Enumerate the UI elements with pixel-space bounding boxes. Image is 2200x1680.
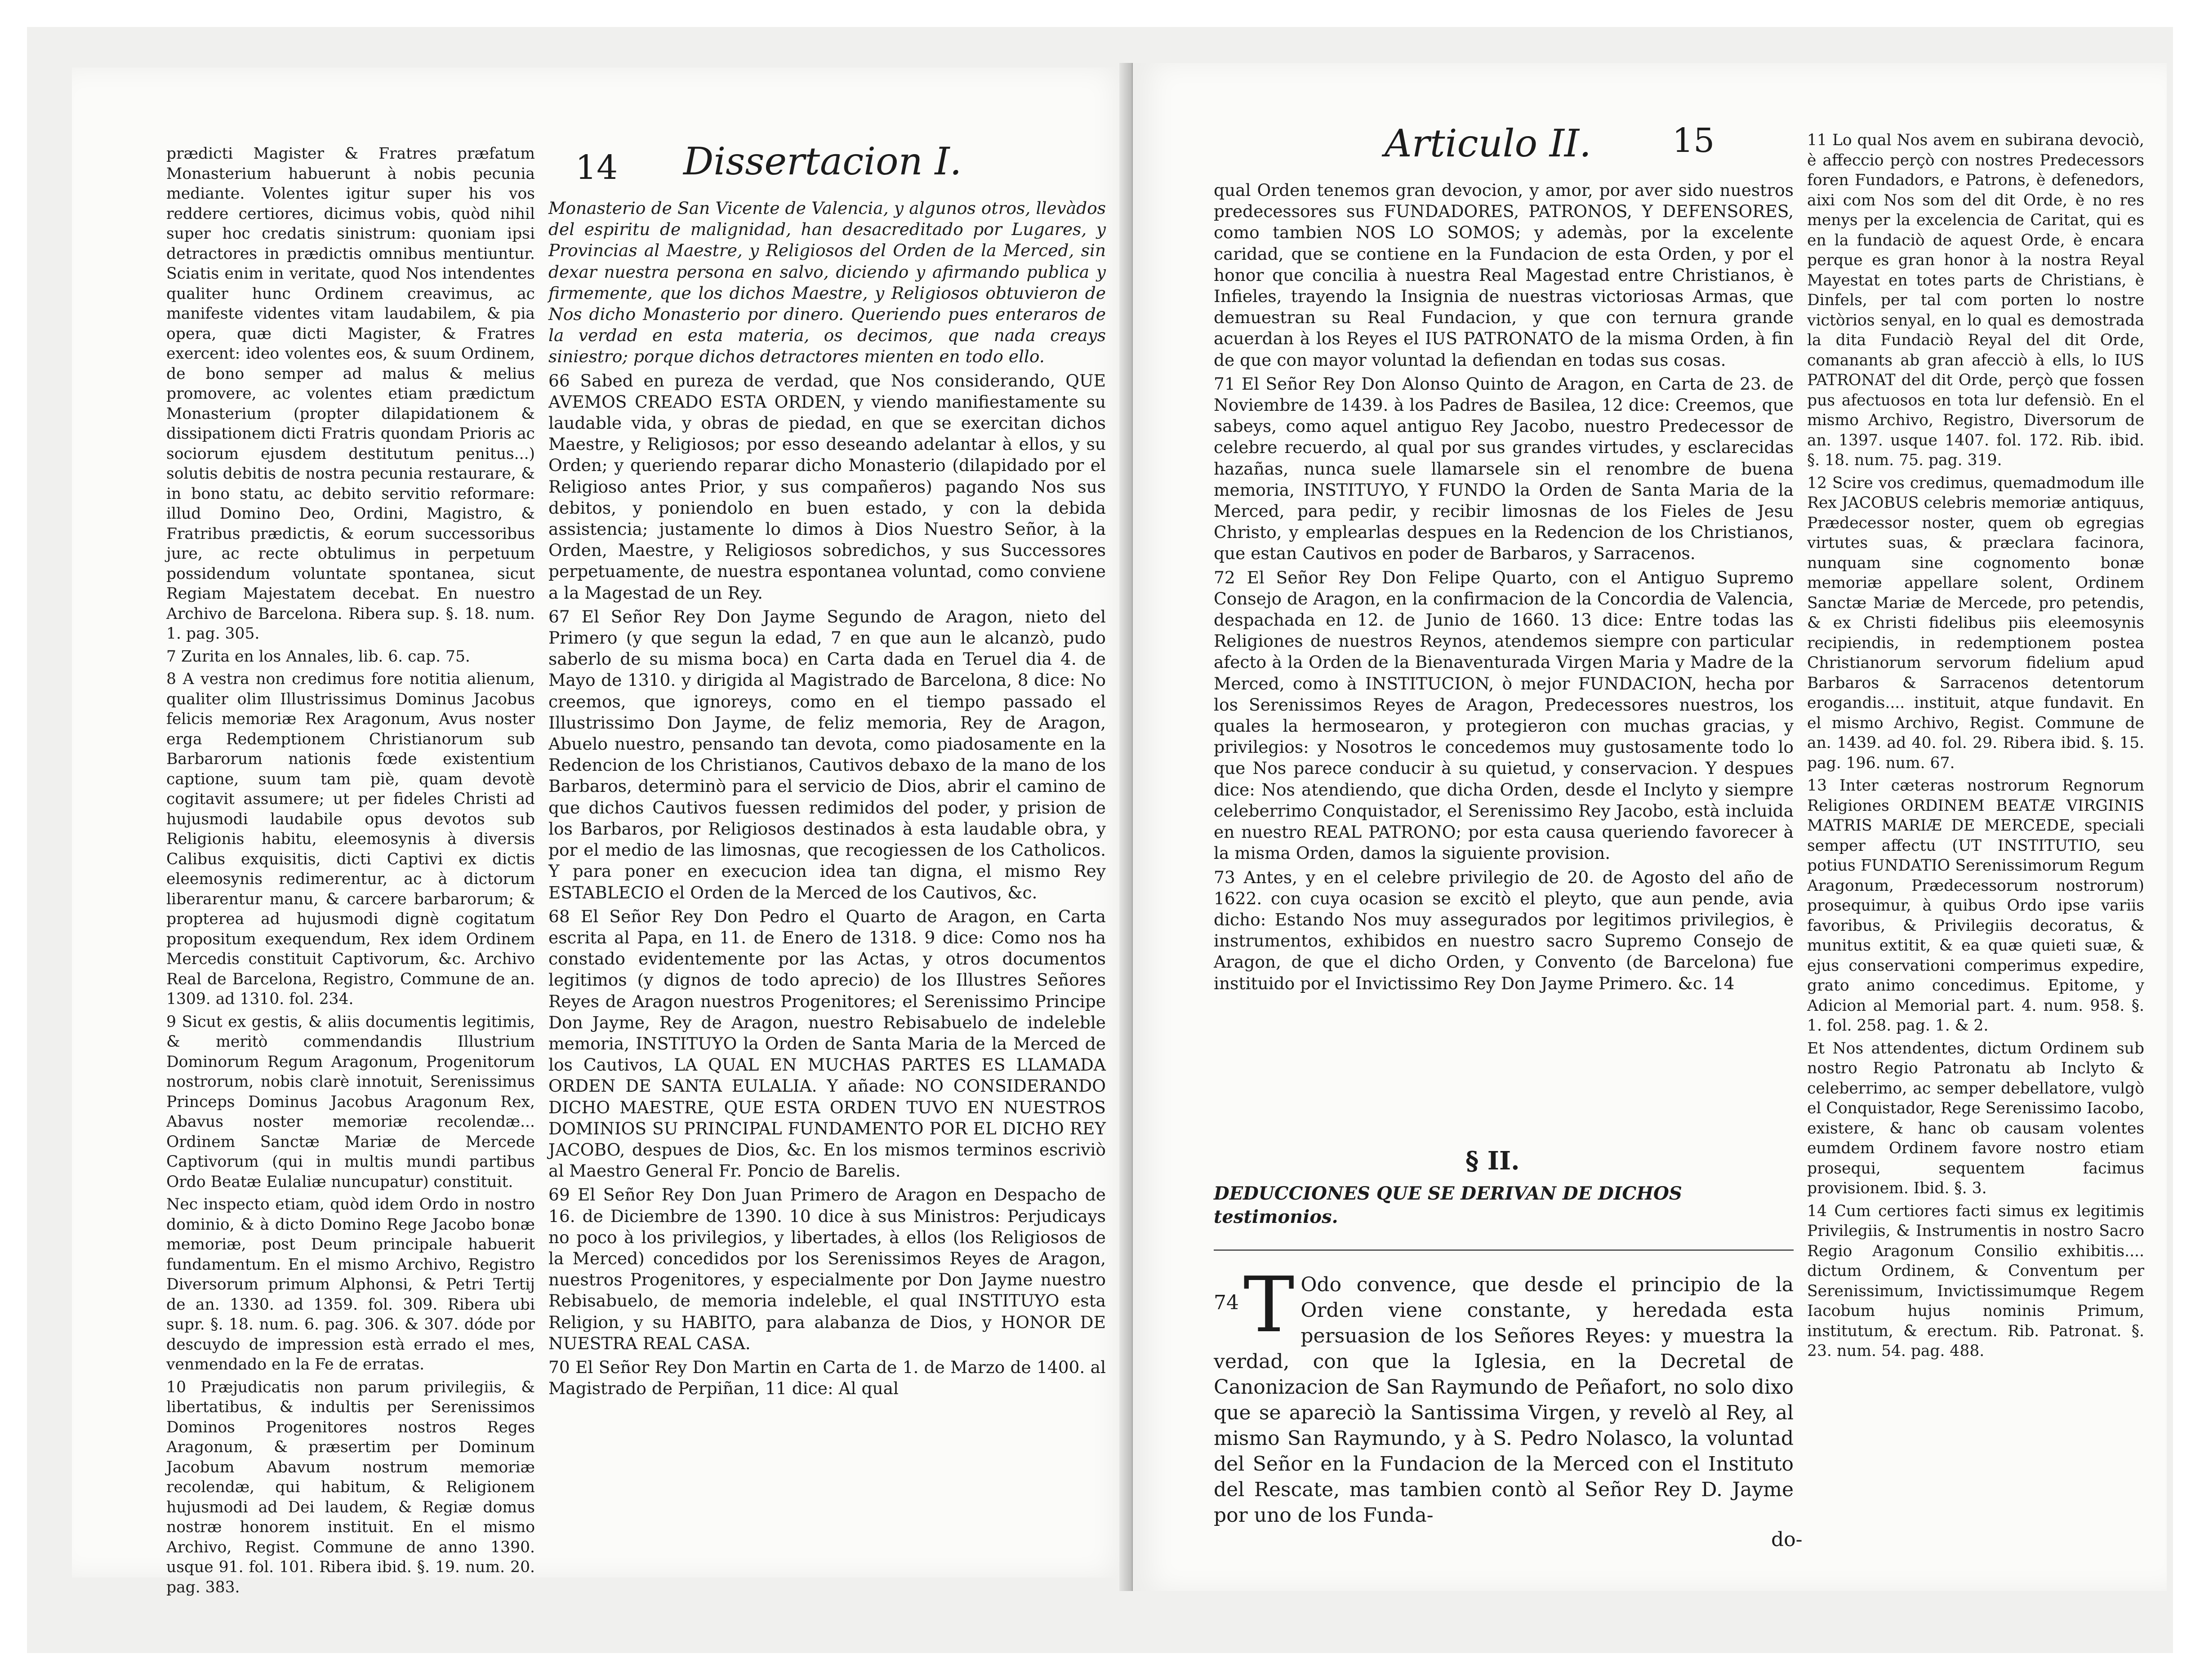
paragraph: qual Orden tenemos gran devocion, y amor, por aver sido nuestros predecessores sus FUNDADORES, PATRONOS, Y DEFENSORES, como tambien NOS LO SOMOS; y ademàs, por la excelente caridad, que se contiene en la Fundacion de esta Orden, y por el honor que concilia à nuestra Real Magestad entre Christianos, è Infieles, trayendo la Insignia de nuestras victoriosas Armas, que demuestran su Real Fundacion, y que con ternura grande acuerdan à los Reyes el IUS PATRONATO de la misma Orden, à fin de que con mayor voluntad la defiendan en todas sus cosas. bbox=[1214, 180, 1794, 370]
paragraph-number: 74 bbox=[1214, 1291, 1239, 1314]
margin-note: 7 Zurita en los Annales, lib. 6. cap. 75. bbox=[166, 647, 470, 666]
right-page bbox=[1133, 63, 2167, 1591]
section-title: DEDUCCIONES QUE SE DERIVAN DE DICHOS testimonios. bbox=[1214, 1183, 1682, 1227]
paragraph-74 bbox=[1214, 1261, 1794, 1527]
section-divider bbox=[1214, 1249, 1794, 1251]
margin-note: prædicti Magister & Fratres præfatum Monasterium habuerunt à nobis pecunia mediante. Volentes igitur super his vos reddere certiores, dicimus vobis, quòd nihil super hoc credatis sinistrum: quoniam ipsi detractores in prædictis omnibus mentiuntur. Sciatis enim in veritate, quod Nos intendentes qualiter hunc Ordinem creavimus, ac manifeste videntes vitam laudabilem, & pia opera, quæ dicti Magister, & Fratres exercent: ideo volentes eos, & suum Ordinem, de bono semper ad malus & melius promovere, ac volentes etiam prædictum Monasterium (propter dilapidationem & dissipationem dicti Fratris quondam Prioris ac sociorum ejusdem destitutum penitus...) solutis debitis de nostra pecunia restaurare, & in bono statu, ac debito servitio reformare: illud Domino Deo, Ordini, Magistro, & Fratribus prædictis, & eorum successoribus jure, ac recte obtulimus in perpetuum possidendum voluntate spontanea, sicut Regiam Majestatem decebat. En nuestro Archivo de Barcelona. Ribera sup. §. 18. num. 1. pag. 305. bbox=[166, 145, 535, 643]
margin-note: 9 Sicut ex gestis, & aliis documentis legitimis, & meritò commendandis Illustrium Dominorum Regum Aragonum, Progenitorum nostrorum, nobis clarè innotuit, Serenissimus Princeps Dominus Jacobus Aragonum Rex, Abavus noster memoriæ recolendæ... Ordinem Sanctæ Mariæ de Mercede Captivorum (qui in multis mundi partibus Ordo Beatæ Eulaliæ nuncupatur) constituit. bbox=[166, 1013, 535, 1191]
paragraph: 72 El Señor Rey Don Felipe Quarto, con el Antiguo Supremo Consejo de Aragon, en la confirmacion de la Concordia de Valencia, despachada en 12. de Junio de 1660. 13 dice: Entre todas las Religiones de nuestros Reynos, atendemos siempre con particular afecto à la Orden de la Bienaventurada Virgen Maria y Madre de la Merced, como à INSTITUCION, ò mejor FUNDACION, hecha por los Serenissimos Reyes de Aragon, Predecessores nuestros, los quales la hermosearon, y protegieron con muchas gracias, y privilegios: y Nosotros le concedemos muy gustosamente todo lo que Nos parece conducir à su quietud, y conservacion. Y despues dice: Nos atendiendo, que dicha Orden, desde el Inclyto y siempre celeberrimo Conquistador, el Serenissimo Rey Jacobo, està incluida en nuestro REAL PATRONO; por esta causa queriendo favorecer à la misma Orden, damos la siguiente provision. bbox=[1214, 567, 1794, 863]
right-margin-notes bbox=[1807, 130, 2144, 1560]
paragraph: 67 El Señor Rey Don Jayme Segundo de Aragon, nieto del Primero (y que segun la edad, 7 en que aun le alcanzò, pudo saberlo de su misma boca) en Carta dada en Teruel dia 4. de Mayo de 1310. y dirigida al Magistrado de Barcelona, 8 dice: No creemos, que ignoreys, como en el tiempo passado el Illustrissimo Don Jayme, de feliz memoria, Rey de Aragon, Abuelo nuestro, pensando tan devota, como piadosamente en la Redencion de los Christianos, Cautivos debaxo de la mano de los Barbaros, determinò para el servicio de Dios, abrir el camino de que dichos Cautivos fuessen redimidos del poder, y prision de los Barbaros, por Religiosos destinados à esta laudable obra, y por el medio de las limosnas, que recogiessen de los Catholicos. Y para poner en execucion idea tan digna, el mismo Rey ESTABLECIO el Orden de la Merced de los Cautivos, &c. bbox=[548, 606, 1106, 902]
paragraph: 69 El Señor Rey Don Juan Primero de Aragon en Despacho de 16. de Diciembre de 1390. 10 dice à sus Ministros: Perjudicays no poco à los privilegios, y libertades, à ellos (los Religiosos de la Merced) concedidos por los Serenissimos Reyes de Aragon, nuestros Progenitores, y especialmente por Don Jayme nuestro Rebisabuelo, de memoria indeleble, el qual INSTITUYO esta Religion, y su HABITO, para alabanza de Dios, y HONOR DE NUESTRA REAL CASA. bbox=[548, 1185, 1106, 1353]
margin-note: 13 Inter cæteras nostrorum Regnorum Religiones ORDINEM BEATÆ VIRGINIS MATRIS MARIÆ DE MERCEDE, speciali semper affectu (UT INSTITUTIO, seu potius FUNDATIO Serenissimorum Regum Aragonum, Prædecessorum nostrorum) prosequimur, à quibus Ordo ipse variis favoribus, & Privilegiis decoratus, & munitus extitit, & ea quæ quieti suæ, & ejus conservationi comperimus expedire, grato animo concedimus. Epitome, y Adicion al Memorial part. 4. num. 958. §. 1. fol. 258. pag. 1. & 2. bbox=[1807, 777, 2144, 1035]
drop-cap: T bbox=[1243, 1261, 1295, 1350]
paragraph: Monasterio de San Vicente de Valencia, y algunos otros, llevàdos del espiritu de malignidad, han desacreditado por Lugares, y Provincias al Maestre, y Religiosos del Orden de la Merced, sin dexar nuestra persona en salvo, diciendo y afirmando publica y firmemente, que los dichos Maestre, y Religiosos obtuvieron de Nos dicho Monasterio por dinero. Queriendo pues enteraros de la verdad en esta materia, os decimos, que nada creays siniestro; porque dichos detractores mienten en todo ello. bbox=[548, 198, 1106, 367]
margin-note: Et Nos attendentes, dictum Ordinem sub nostro Regio Patronatu ab Inclyto & celeberrimo, ac semper debellatore, vulgò el Conquistador, Rege Serenissimo Iacobo, existere, & hanc ob causam volentes eumdem Ordinem favore nostro etiam prosequi, sequentem facimus provisionem. Ibid. §. 3. bbox=[1807, 1039, 2144, 1197]
left-main-text bbox=[548, 198, 1106, 1560]
paragraph-74-text bbox=[1214, 1261, 1794, 1528]
paragraph: 73 Antes, y en el celebre privilegio de 20. de Agosto del año de 1622. con cuya ocasion se excitò el pleyto, que aun pende, avia dicho: Estando Nos muy assegurados por legitimos privilegios, è instrumentos, exhibidos en nuestro sacro Supremo Consejo de Aragon, de que el dicho Orden, y Convento (de Barcelona) fue instituido por el Invictissimo Rey Don Jayme Primero. &c. 14 bbox=[1214, 867, 1794, 993]
paragraph: 70 El Señor Rey Don Martin en Carta de 1. de Marzo de 1400. al Magistrado de Perpiñan, 11 dice: Al qual bbox=[548, 1357, 1106, 1399]
paragraph: 68 El Señor Rey Don Pedro el Quarto de Aragon, en Carta escrita al Papa, en 11. de Enero de 1318. 9 dice: Como nos ha constado evidentemente por las Actas, y otros documentos legitimos (y dignos de todo aprecio) de los Illustres Señores Reyes de Aragon nuestros Progenitores; el Serenissimo Principe Don Jayme, Rey de Aragon, nuestro Rebisabuelo de indeleble memoria, INSTITUYO la Orden de Santa Maria de la Merced de los Cautivos, LA QUAL EN MUCHAS PARTES ES LLAMADA ORDEN DE SANTA EULALIA. Y añade: NO CONSIDERANDO DICHO MAESTRE, QUE ESTA ORDEN TUVO EN NUESTROS DOMINIOS SU PRINCIPAL FUNDAMENTO POR EL DICHO REY JACOBO, despues de Dios, &c. En los mismos terminos escriviò al Maestro General Fr. Poncio de Barelis. bbox=[548, 906, 1106, 1181]
left-page bbox=[72, 67, 1133, 1596]
paragraph: 66 Sabed en pureza de verdad, que Nos considerando, QUE AVEMOS CREADO ESTA ORDEN, y viendo manifiestamente su laudable vida, y obras de piedad, en que se exercitan dichos Maestre, y Religiosos; por esso deseando adelantar à ellos, y su Orden; y queriendo reparar dicho Monasterio (dilapidado por el Religioso antes Prior, y sus compañeros) pagando Nos sus debitos, y poniendolo en buen estado, y con la debida assistencia; justamente lo dimos à Dios Nuestro Señor, à la Orden, Maestre, y Religiosos sobredichos, y sus Successores perpetuamente, de nuestra espontanea voluntad, como conviene a la Magestad de un Rey. bbox=[548, 370, 1106, 603]
left-margin-notes bbox=[166, 144, 535, 1596]
margin-note: 12 Scire vos credimus, quemadmodum ille Rex JACOBUS celebris memoriæ antiquus, Prædecessor noster, quem ob egregias virtutes suas, & præclara facinora, nunquam sine cognomento bonæ memoriæ appellare solent, Ordinem Sanctæ Mariæ de Mercede, pro petendis, & ex Christi fidelibus piis eleemosynis recipiendis, in redemptionem postea Christianorum servorum fidelium apud Barbaros & Sarracenos detentorum erogandis.... instituit, atque fundavit. En el mismo Archivo, Regist. Commune de an. 1439. ad 40. fol. 29. Ribera ibid. §. 15. pag. 196. num. 67. bbox=[1807, 474, 2144, 772]
left-page-number: 14 bbox=[575, 148, 618, 187]
margin-note: 14 Cum certiores facti simus ex legitimis Privilegiis, & Instrumentis in nostro Sacro Regio Aragonum Consilio exhibitis.... dictum Ordinem, & Conventum per Serenissimum, Invictissimumque Regem Iacobum hujus nominis Primum, institutum, & erectum. Rib. Patronat. §. 23. num. 54. pag. 488. bbox=[1807, 1202, 2144, 1360]
section-mark: § II. bbox=[1465, 1146, 1520, 1176]
margin-note: 11 Lo qual Nos avem en subirana devociò, è affeccio perçò con nostres Predecessors foren Fundadors, e Patrons, è defenedors, aixi com Nos som del dit Orde, è no res menys per la excelencia de Caritat, qui es en la fundaciò de aquest Orde, è encara perque es gran honor à la nostra Reyal Mayestat en totes parts de Christians, è Dinfels, per tal com porten lo nostre victòrios senyal, en lo qual es demostrada la dita Fundaciò Reyal del dit Orde, comanants ab gran afecciò à ells, lo IUS PATRONAT del dit Orde, perçò que fossen pus afectuosos en tota lur defensiò. En el mismo Archivo, Registro, Diversorum de an. 1397. usque 1407. fol. 172. Rib. ibid. §. 18. num. 75. pag. 319. bbox=[1807, 131, 2144, 469]
catchword: do- bbox=[1771, 1528, 1803, 1551]
paragraph: 71 El Señor Rey Don Alonso Quinto de Aragon, en Carta de 23. de Noviembre de 1439. à los Padres de Basilea, 12 dice: Creemos, que sabeys, como aquel antiguo Rey Jacobo, nuestro Predecessor de celebre recuerdo, al qual por sus grandes virtudes, y esclarecidas hazañas, nunca suele llamarsele sin el renombre de buena memoria, INSTITUYO, Y FUNDO la Orden de Santa Maria de la Merced, para pedir, y recibir limosnas de los Fieles de Jesu Christo, y emplearlas despues en la Redencion de los Christianos, que estan Cautivos en poder de Barbaros, y Sarracenos. bbox=[1214, 373, 1794, 564]
margin-note: 10 Præjudicatis non parum privilegiis, & libertatibus, & indultis per Serenissimos Dominos Progenitores nostros Reges Aragonum, & præsertim per Dominum Jacobum Abavum nostrum memoriæ recolendæ, qui habitum, & Religionem hujusmodi ad Dei laudem, & Regiæ domus nostræ honorem instituit. En el mismo Archivo, Regist. Commune de anno 1390. usque 91. fol. 101. Ribera ibid. §. 19. num. 20. pag. 383. bbox=[166, 1378, 535, 1596]
margin-note: 8 A vestra non credimus fore notitia alienum, qualiter olim Illustrissimus Dominus Jacobus felicis memoriæ Rex Aragonum, Avus noster erga Redemptionem Christianorum sub Barbarorum nationis fœde existentium captione, suum tam piè, quam devotè cogitavit assumere; ut per fideles Christi ad hujusmodi laudabile opus devotos sub Religionis habitu, eleemosynis à diversis Calibus exquisitis, dicti Captivi ex dictis eleemosynis redimerentur, ac à dictorum liberarentur manu, & carcere barbarorum; & propterea ad hujusmodi dignè cogitatum propositum exequendum, Rex idem Ordinem Mercedis constituit Captivorum, &c. Archivo Real de Barcelona, Registro, Commune de an. 1309. ad 1310. fol. 234. bbox=[166, 670, 535, 1008]
paragraph-body: Odo convence, que desde el principio de la Orden viene constante, y heredada esta persuasion de los Señores Reyes: y muestra la verdad, con que la Iglesia, en la Decretal de Canonizacion de San Raymundo de Peñafort, no solo dixo que se apareciò la Santissima Virgen, y revelò al Rey, al mismo San Raymundo, y à S. Pedro Nolasco, la voluntad del Señor en la Fundacion de la Merced con el Instituto del Rescate, mas tambien contò al Señor Rey D. Jayme por uno de los Funda- bbox=[1214, 1273, 1794, 1527]
right-page-number: 15 bbox=[1672, 121, 1715, 160]
right-main-text bbox=[1214, 180, 1794, 1133]
left-page-header: Dissertacion I. bbox=[683, 139, 962, 183]
right-page-header: Articulo II. bbox=[1385, 121, 1591, 165]
margin-note: Nec inspecto etiam, quòd idem Ordo in nostro dominio, & à dicto Domino Rege Jacobo bonæ memoriæ, post Deum principale habuerit fundamentum. En el mismo Archivo, Registro Diversorum primum Alphonsi, & Petri Tertij de an. 1330. ad 1359. fol. 309. Ribera ubi supr. §. 18. num. 6. pag. 306. & 307. dóde por descuydo de impression està errado el mes, venmendado en la Fe de erratas. bbox=[166, 1196, 535, 1373]
